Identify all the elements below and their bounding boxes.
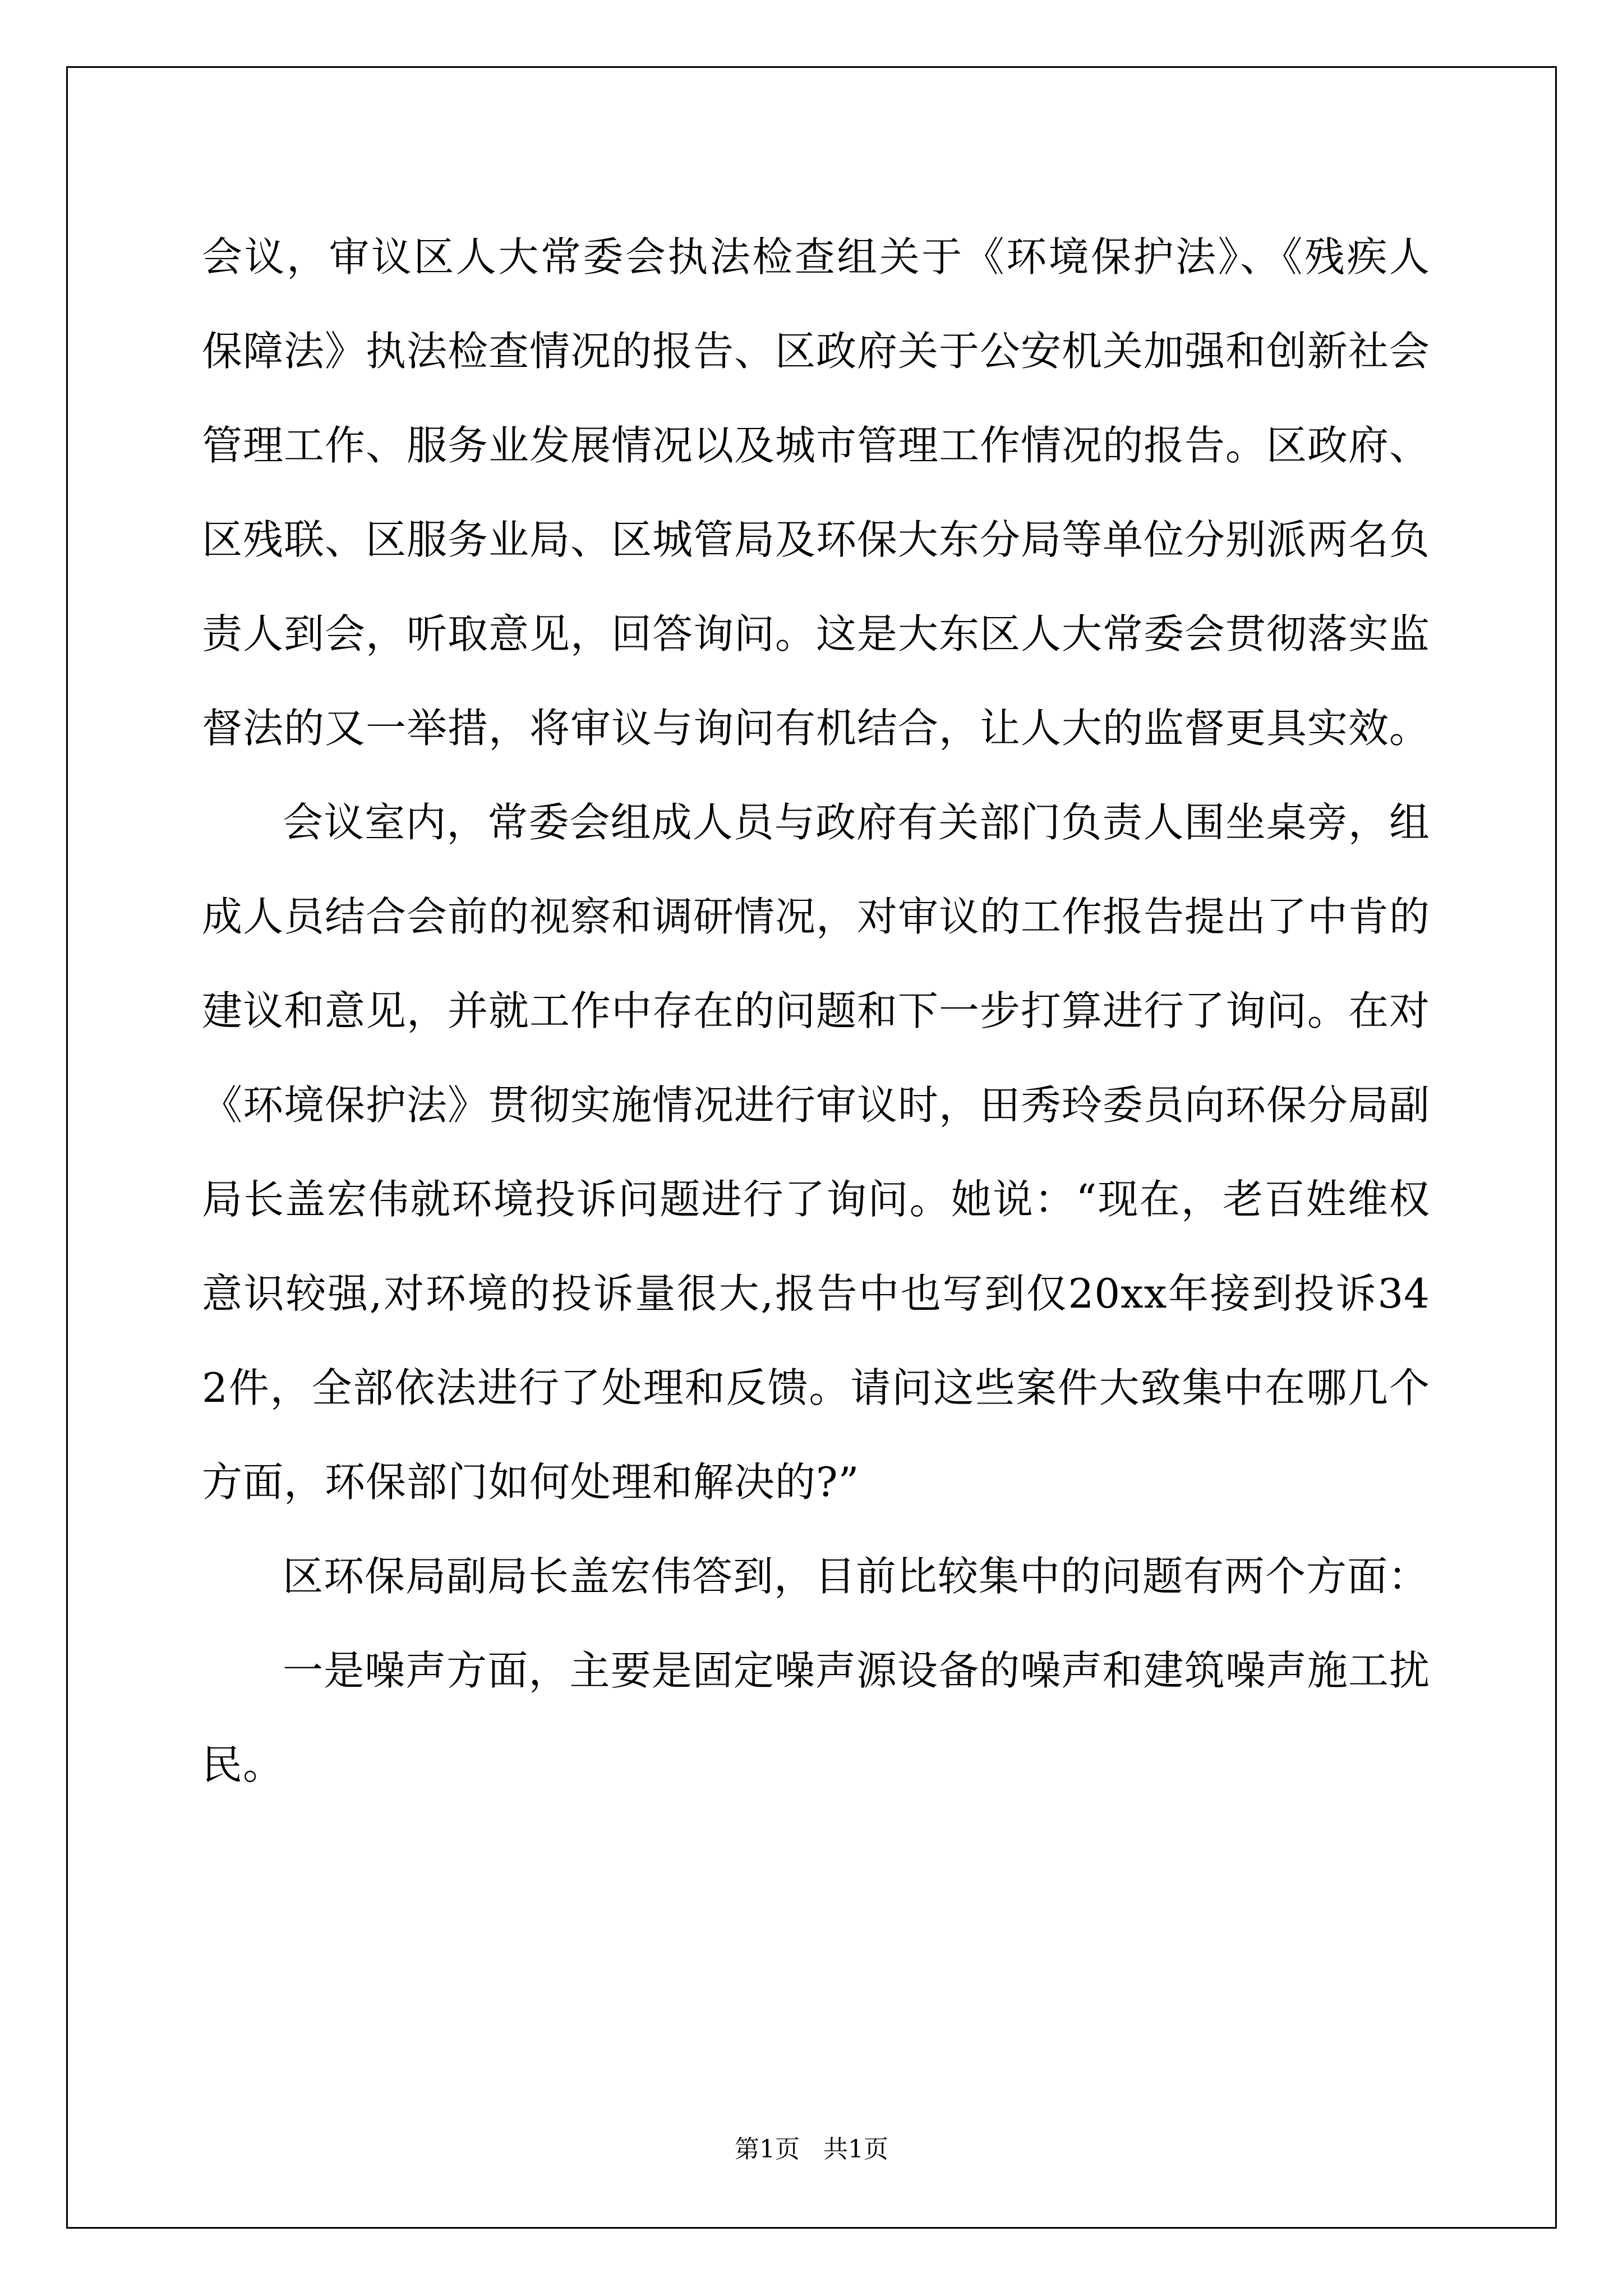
document-body	[202, 210, 1430, 1812]
page-footer: 第1页 共1页	[735, 2135, 888, 2164]
paragraph-1: 会议，审议区人大常委会执法检查组关于《环境保护法》、《残疾人保障法》执法检查情况的报告、区政府关于公安机关加强和创新社会管理工作、服务业发展情况以及城市管理工作情况的报告。区政府、区残联、区服务业局、区城管局及环保大东分局等单位分别派两名负责人到会，听取意见，回答询问。这是大东区人大常委会贯彻落实监督法的又一举措，将审议与询问有机结合，让人大的监督更具实效。	[202, 233, 1431, 752]
paragraph-2: 会议室内，常委会组成人员与政府有关部门负责人围坐桌旁，组成人员结合会前的视察和调研情况，对审议的工作报告提出了中肯的建议和意见，并就工作中存在的问题和下一步打算进行了询问。在对《环境保护法》贯彻实施情况进行审议时，田秀玲委员向环保分局副局长盖宏伟就环境投诉问题进行了询问。她说：“现在，老百姓维权意识较强,对环境的投诉量很大,报告中也写到仅20xx年接到投诉342件，全部依法进行了处理和反馈。请问这些案件大致集中在哪几个方面，环保部门如何处理和解决的?”	[202, 799, 1431, 1506]
paragraph-3: 区环保局副局长盖宏伟答到，目前比较集中的问题有两个方面：	[283, 1553, 1430, 1600]
paragraph-4: 一是噪声方面，主要是固定噪声源设备的噪声和建筑噪声施工扰民。	[202, 1647, 1430, 1788]
